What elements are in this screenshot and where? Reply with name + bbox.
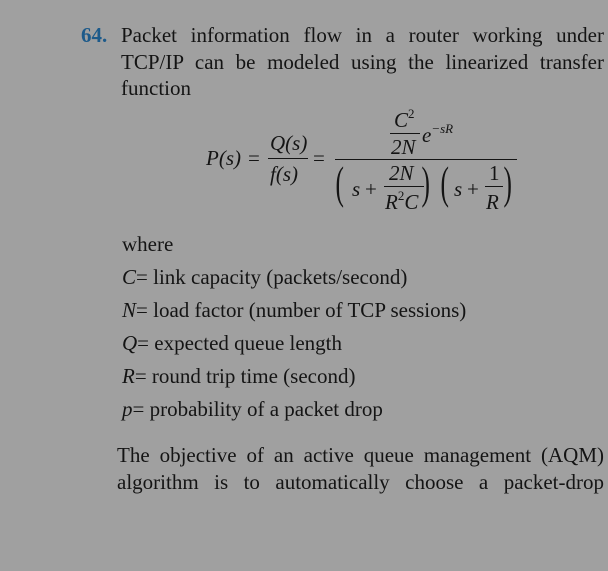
eq-factor2-plus: + [467,177,479,201]
where-label: where [122,232,174,256]
definition-equals: = [134,364,147,388]
definition-text: load factor (number of TCP sessions) [153,298,467,322]
eq-equals-1: = [248,146,260,170]
eq-factor1-open-paren: ( [335,157,344,208]
eq-lhs: P(s) [206,146,241,170]
intro-line-2: TCP/IP can be modeled using the linearized transfer [121,50,604,74]
eq-num-exp [422,123,453,148]
eq-equals-2: = [313,146,325,170]
intro-line-3: function [121,76,191,100]
eq-factor2-s: s [454,177,463,201]
definition-text: link capacity (packets/second) [153,265,408,289]
problem-number: 64. [81,23,108,47]
eq-factor1-den-sup: 2 [397,188,405,203]
definition-var: Q [122,331,138,355]
eq-factor2-num: 1 [489,161,500,185]
eq-factor2-close-paren: ) [503,157,512,208]
closing-line-1: The objective of an active queue management (AQM) [117,443,604,467]
intro-line-1: Packet information flow in a router working under [121,23,604,47]
eq-factor1-num: 2N [389,161,414,185]
eq-num-exp-base: e [422,123,432,147]
definition-N [122,298,466,323]
eq-num-C [394,108,415,133]
definition-Q [122,331,342,356]
definition-equals: = [136,298,148,322]
definition-C [122,265,407,290]
definition-equals: = [132,397,145,421]
eq-mid-denominator: f(s) [270,162,298,186]
definition-var: C [122,265,137,289]
eq-num-C-sup: 2 [408,106,415,121]
eq-factor1-fraction-bar [384,186,424,187]
definition-p [122,397,383,422]
eq-mid-fraction-bar [268,158,308,159]
closing-line-2: algorithm is to automatically choose a packet-drop [117,470,604,494]
eq-factor1-den-C: C [404,190,419,214]
definition-equals: = [137,331,150,355]
eq-num-C-letter: C [394,108,409,132]
eq-factor1-s: s [352,177,361,201]
eq-factor2-fraction-bar [485,186,503,187]
eq-num-2N: 2N [391,135,416,159]
definition-text: probability of a packet drop [149,397,383,421]
definition-var: p [122,397,133,421]
eq-mid-numerator: Q(s) [270,131,308,155]
eq-factor1-den [385,190,418,215]
definition-text: round trip time (second) [151,364,356,388]
definition-equals: = [136,265,148,289]
eq-factor1-close-paren: ) [421,157,430,208]
definition-var: N [122,298,137,322]
definition-var: R [122,364,135,388]
eq-factor1-plus: + [365,177,377,201]
eq-factor1-den-R: R [385,190,398,214]
definition-R [122,364,355,389]
eq-factor2-open-paren: ( [440,157,449,208]
definition-text: expected queue length [154,331,343,355]
eq-num-exp-sup: −sR [431,121,454,136]
eq-factor2-den: R [486,190,499,214]
